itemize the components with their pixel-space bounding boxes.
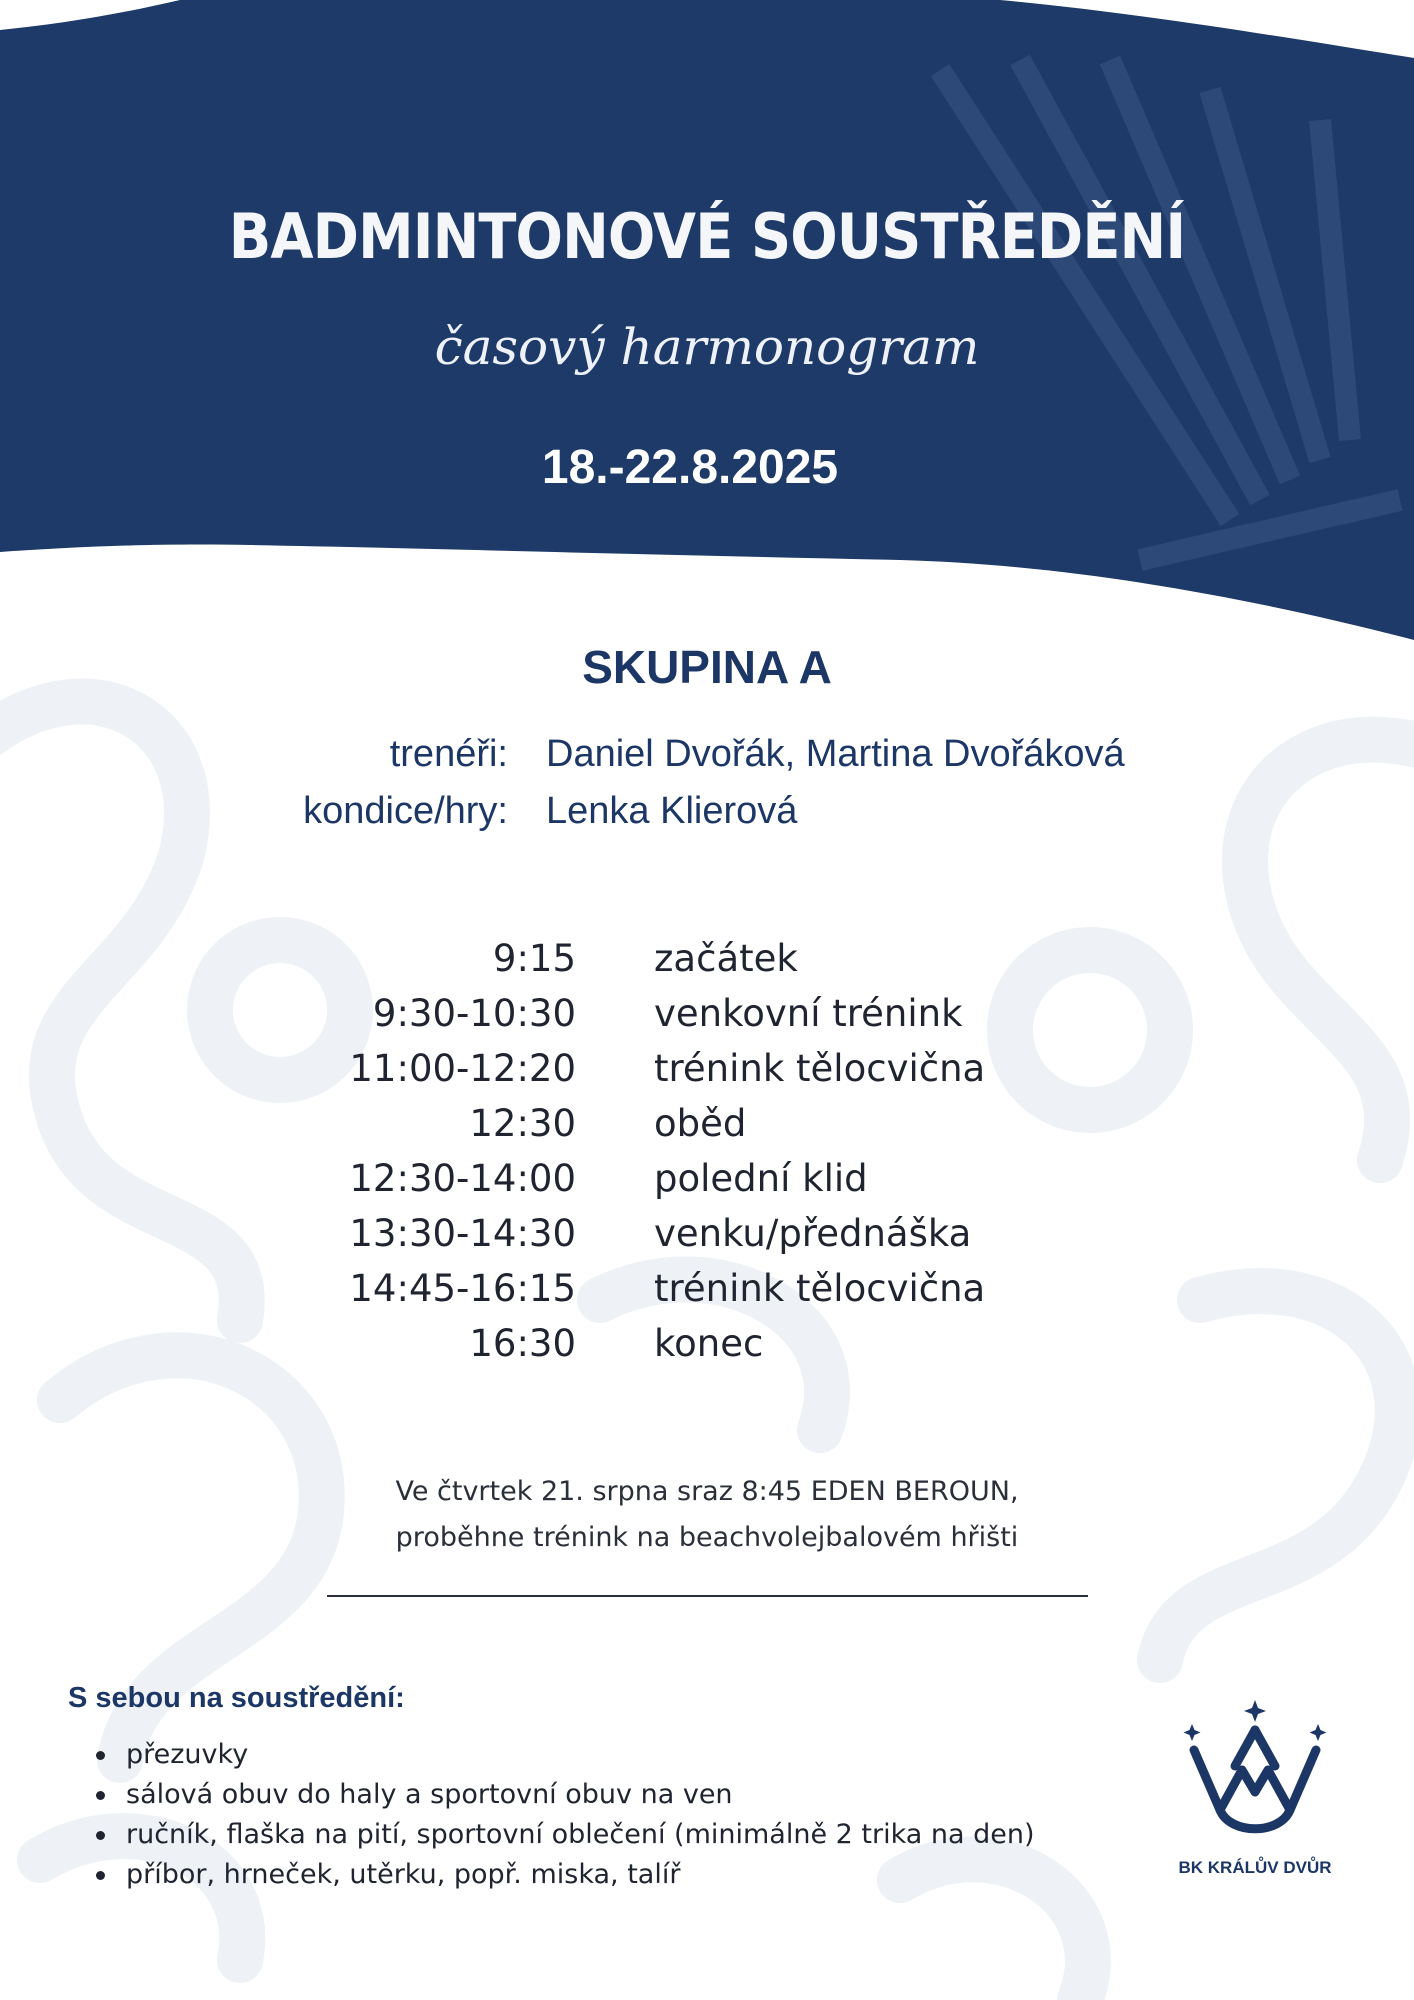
schedule-time: 13:30-14:30 xyxy=(349,1212,576,1255)
note-line-2: proběhne trénink na beachvolejbalovém hřišti xyxy=(395,1522,1019,1553)
list-item-text: příbor, hrneček, utěrku, popř. miska, talíř xyxy=(126,1859,681,1890)
logo-text: BK KRÁLŮV DVŮR xyxy=(1178,1858,1332,1877)
schedule-row xyxy=(0,1322,1414,1372)
schedule-activity: trénink tělocvična xyxy=(654,1267,986,1310)
divider xyxy=(327,1595,1088,1597)
schedule-row xyxy=(0,992,1414,1042)
bring-title: S sebou na soustředění: xyxy=(68,1682,405,1714)
schedule-activity: začátek xyxy=(654,937,798,980)
schedule-activity: konec xyxy=(654,1322,764,1365)
fitness-row xyxy=(0,790,1414,840)
schedule-row xyxy=(0,937,1414,987)
schedule-row xyxy=(0,1212,1414,1262)
list-item-text: přezuvky xyxy=(126,1739,249,1770)
page-subtitle: časový harmonogram xyxy=(434,318,980,376)
list-item xyxy=(96,1775,1035,1815)
coaches-label: trenéři: xyxy=(389,733,508,775)
event-dates: 18.-22.8.2025 xyxy=(541,441,839,494)
schedule-activity: oběd xyxy=(654,1102,747,1145)
schedule-activity: trénink tělocvična xyxy=(654,1047,986,1090)
schedule-time: 14:45-16:15 xyxy=(349,1267,576,1310)
schedule-time: 16:30 xyxy=(469,1322,576,1365)
schedule-time: 9:30-10:30 xyxy=(372,992,576,1035)
schedule-row xyxy=(0,1047,1414,1097)
list-item xyxy=(96,1855,1035,1895)
schedule-time: 11:00-12:20 xyxy=(349,1047,576,1090)
schedule-time: 12:30 xyxy=(469,1102,576,1145)
schedule-time: 12:30-14:00 xyxy=(349,1157,576,1200)
page-title: BADMINTONOVÉ SOUSTŘEDĚNÍ xyxy=(228,200,1186,273)
fitness-label: kondice/hry: xyxy=(303,790,508,832)
schedule-row xyxy=(0,1157,1414,1207)
bullet-icon xyxy=(96,1871,105,1880)
note-line-1: Ve čtvrtek 21. srpna sraz 8:45 EDEN BEROUN, xyxy=(395,1476,1019,1507)
coaches-value: Daniel Dvořák, Martina Dvořáková xyxy=(546,733,1125,775)
bullet-icon xyxy=(96,1791,105,1800)
schedule-row xyxy=(0,1267,1414,1317)
group-title: SKUPINA A xyxy=(582,641,832,693)
schedule-time: 9:15 xyxy=(492,937,576,980)
list-item-text: ručník, flaška na pití, sportovní oblečení (minimálně 2 trika na den) xyxy=(126,1819,1035,1850)
schedule-activity: polední klid xyxy=(654,1157,868,1200)
bullet-icon xyxy=(96,1751,105,1760)
bring-list xyxy=(96,1735,1035,1895)
schedule-row xyxy=(0,1102,1414,1152)
crown-logo-icon xyxy=(1180,1700,1330,1850)
bullet-icon xyxy=(96,1831,105,1840)
list-item xyxy=(96,1735,1035,1775)
fitness-value: Lenka Klierová xyxy=(546,790,798,832)
coaches-row xyxy=(0,733,1414,783)
list-item-text: sálová obuv do haly a sportovní obuv na ven xyxy=(126,1779,733,1810)
list-item xyxy=(96,1815,1035,1855)
schedule-activity: venku/přednáška xyxy=(654,1212,972,1255)
schedule-activity: venkovní trénink xyxy=(654,992,963,1035)
